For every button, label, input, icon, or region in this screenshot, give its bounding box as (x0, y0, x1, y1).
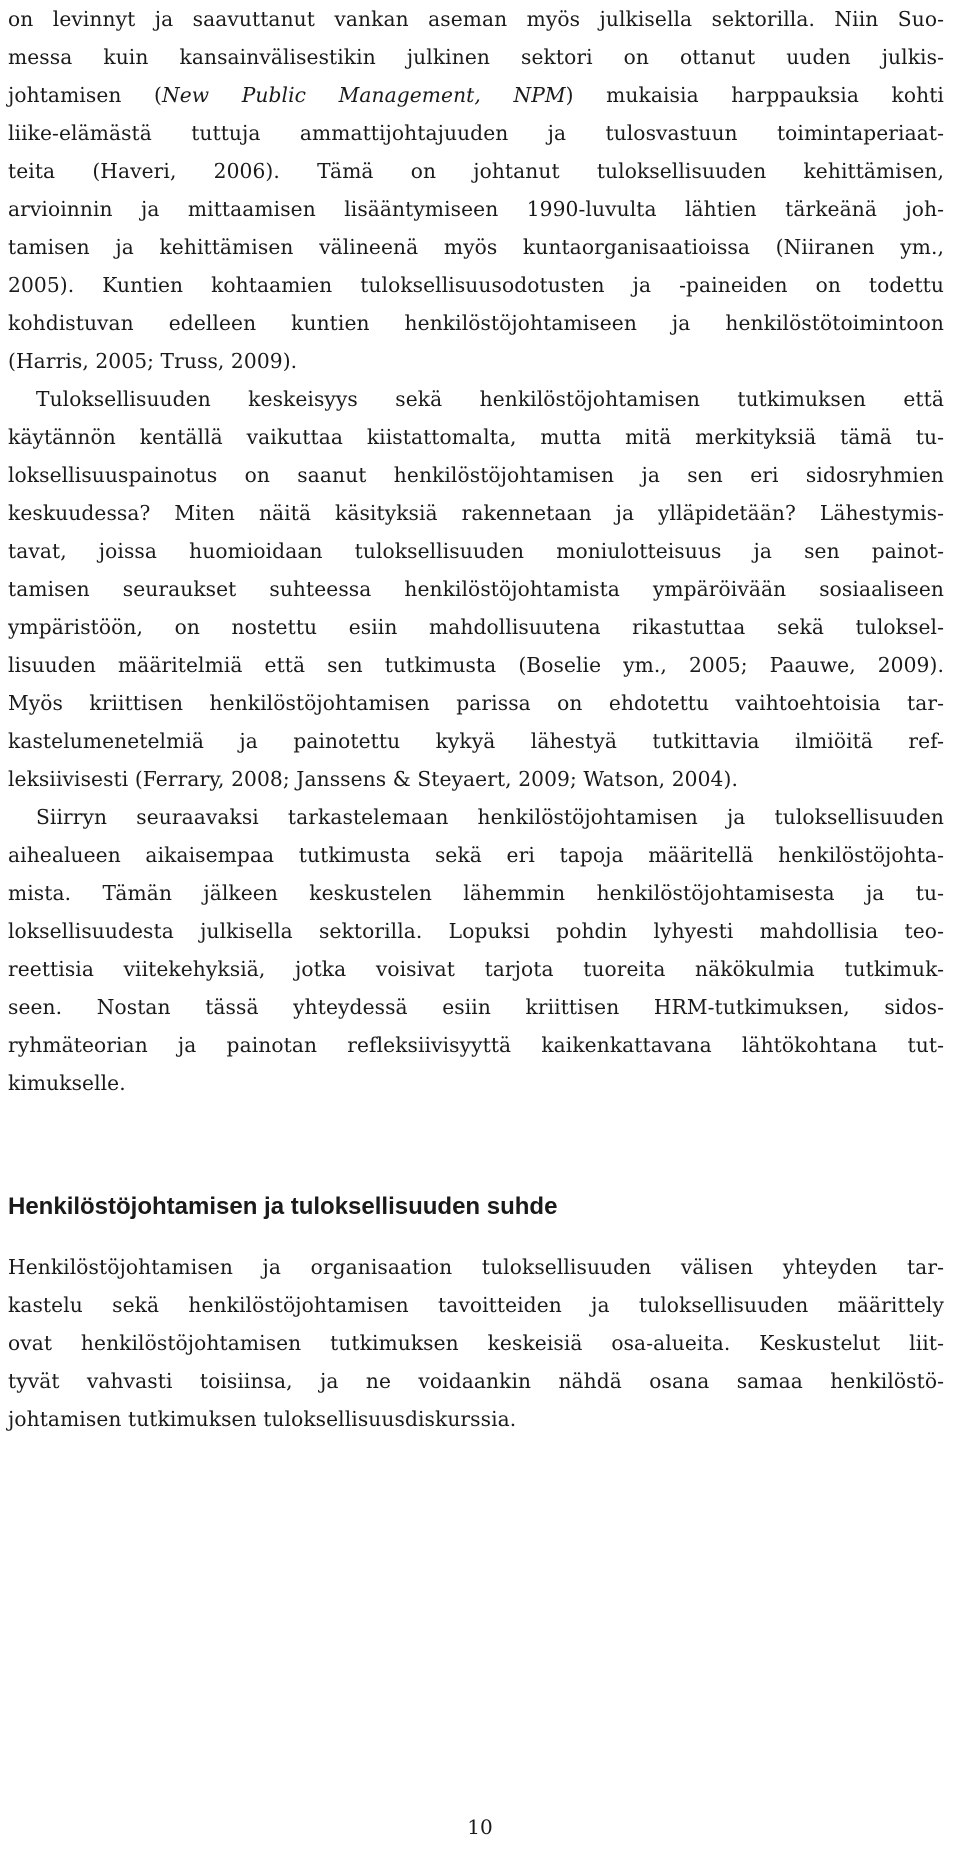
text-line-with-italic (8, 76, 944, 114)
text-line: kohdistuvan edelleen kuntien henkilöstöjohtamiseen ja henkilöstötoimintoon (8, 311, 944, 335)
text-line: tamisen ja kehittämisen välineenä myös kuntaorganisaatioissa (Niiranen ym., (8, 235, 944, 259)
text-line: käytännön kentällä vaikuttaa kiistattomalta, mutta mitä merkityksiä tämä tu- (8, 425, 944, 449)
text-line: loksellisuuspainotus on saanut henkilöstöjohtamisen ja sen eri sidosryhmien (8, 463, 944, 487)
section-heading: Henkilöstöjohtamisen ja tuloksellisuuden suhde (8, 1193, 558, 1220)
text-line: aihealueen aikaisempaa tutkimusta sekä eri tapoja määritellä henkilöstöjohta- (8, 843, 944, 867)
italic-term: New Public Management, NPM (161, 83, 566, 107)
document-page (8, 0, 944, 1438)
paragraph-3 (8, 798, 944, 1102)
text-line: tavat, joissa huomioidaan tuloksellisuuden moniulotteisuus ja sen painot- (8, 539, 944, 563)
text-line: arvioinnin ja mittaamisen lisääntymiseen 1990-luvulta lähtien tärkeänä joh- (8, 197, 944, 221)
text-line: Myös kriittisen henkilöstöjohtamisen parissa on ehdotettu vaihtoehtoisia tar- (8, 691, 944, 715)
text-line: 2005). Kuntien kohtaamien tuloksellisuusodotusten ja -paineiden on todettu (8, 273, 944, 297)
text-line: tyvät vahvasti toisiinsa, ja ne voidaankin nähdä osana samaa henkilöstö- (8, 1369, 944, 1393)
text-line: kimukselle. (8, 1071, 126, 1095)
text-line: mista. Tämän jälkeen keskustelen lähemmin henkilöstöjohtamisesta ja tu- (8, 881, 944, 905)
text-line: kastelu sekä henkilöstöjohtamisen tavoitteiden ja tuloksellisuuden määrittely (8, 1293, 944, 1317)
text-line: loksellisuudesta julkisella sektorilla. Lopuksi pohdin lyhyesti mahdollisia teo- (8, 919, 944, 943)
text-line: kastelumenetelmiä ja painotettu kykyä lähestyä tutkittavia ilmiöitä ref- (8, 729, 944, 753)
paragraph-1 (8, 0, 944, 380)
text-line: reettisia viitekehyksiä, jotka voisivat tarjota tuoreita näkökulmia tutkimuk- (8, 957, 944, 981)
text-line: messa kuin kansainvälisestikin julkinen sektori on ottanut uuden julkis- (8, 45, 944, 69)
text-fragment: ) mukaisia harppauksia kohti (565, 83, 944, 107)
text-line: johtamisen tutkimuksen tuloksellisuusdiskurssia. (8, 1407, 517, 1431)
text-line: Siirryn seuraavaksi tarkastelemaan henkilöstöjohtamisen ja tuloksellisuuden (36, 805, 944, 829)
text-line: (Harris, 2005; Truss, 2009). (8, 349, 298, 373)
text-fragment: johtamisen ( (8, 83, 162, 107)
text-line: tamisen seuraukset suhteessa henkilöstöjohtamista ympäröivään sosiaaliseen (8, 577, 944, 601)
text-line: ovat henkilöstöjohtamisen tutkimuksen keskeisiä osa-alueita. Keskustelut liit- (8, 1331, 944, 1355)
paragraph-2 (8, 380, 944, 798)
text-line: teita (Haveri, 2006). Tämä on johtanut tuloksellisuuden kehittämisen, (8, 159, 944, 183)
section-paragraph (8, 1248, 944, 1438)
text-line: leksiivisesti (Ferrary, 2008; Janssens & Steyaert, 2009; Watson, 2004). (8, 767, 738, 791)
text-line: lisuuden määritelmiä että sen tutkimusta (Boselie ym., 2005; Paauwe, 2009). (8, 653, 944, 677)
text-line: liike-elämästä tuttuja ammattijohtajuuden ja tulosvastuun toimintaperiaat- (8, 121, 944, 145)
text-line: Tuloksellisuuden keskeisyys sekä henkilöstöjohtamisen tutkimuksen että (36, 387, 944, 411)
text-line: seen. Nostan tässä yhteydessä esiin kriittisen HRM-tutkimuksen, sidos- (8, 995, 944, 1019)
text-line: on levinnyt ja saavuttanut vankan aseman myös julkisella sektorilla. Niin Suo- (8, 7, 944, 31)
page-number: 10 (467, 1815, 493, 1839)
text-line: ryhmäteorian ja painotan refleksiivisyyttä kaikenkattavana lähtökohtana tut- (8, 1033, 944, 1057)
text-line: keskuudessa? Miten näitä käsityksiä rakennetaan ja ylläpidetään? Lähestymis- (8, 501, 944, 525)
text-line: ympäristöön, on nostettu esiin mahdollisuutena rikastuttaa sekä tuloksel- (8, 615, 944, 639)
text-line: Henkilöstöjohtamisen ja organisaation tuloksellisuuden välisen yhteyden tar- (8, 1255, 944, 1279)
